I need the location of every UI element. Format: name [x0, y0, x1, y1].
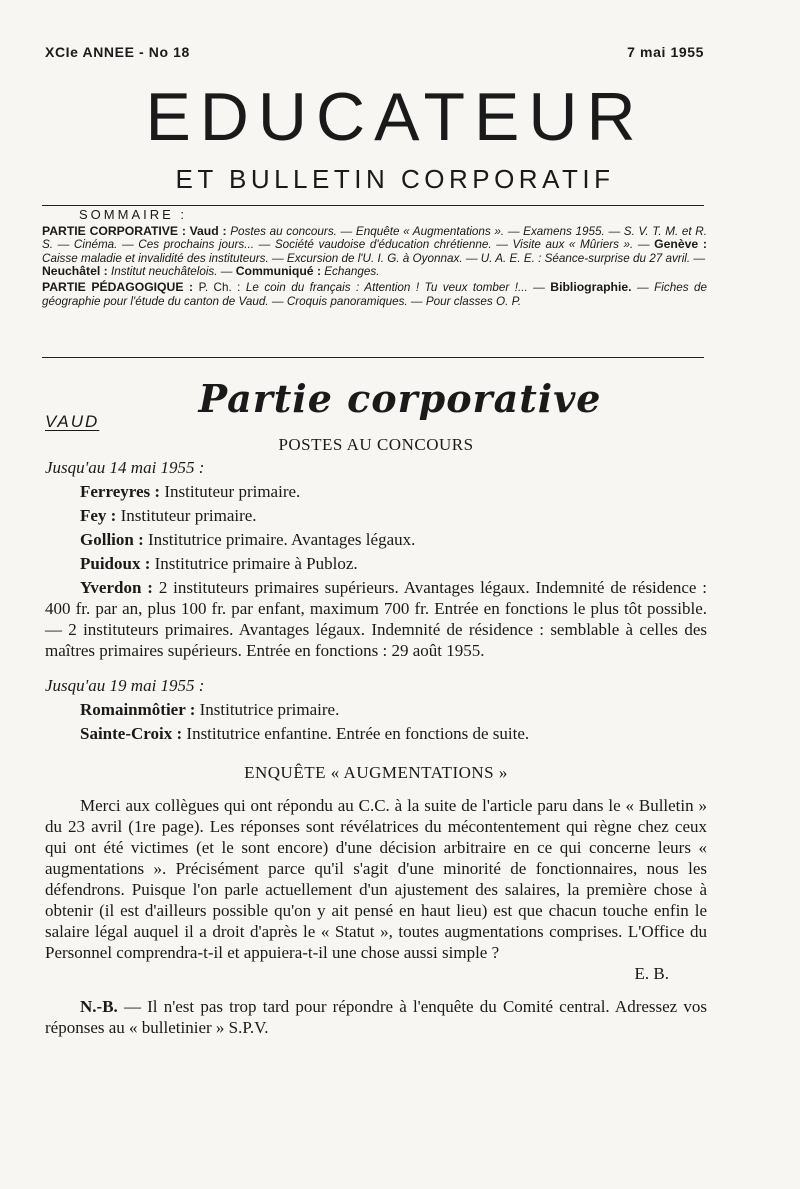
- toc-vaud-label: Vaud :: [189, 223, 227, 238]
- deadline-first: Jusqu'au 14 mai 1955 :: [45, 458, 205, 477]
- toc-geneve-text: Caisse maladie et invalidité des instituteurs. — Excursion de l'U. I. G. à Oyonnax. — U. A. E. E. : Séance-surprise du 27 avril. —: [42, 251, 706, 265]
- postes-heading: POSTES AU CONCOURS: [278, 435, 474, 454]
- toc-heading: SOMMAIRE :: [79, 207, 188, 222]
- toc-neuchatel-text: Institut neuchâtelois. —: [110, 265, 233, 279]
- journal-title: EDUCATEUR: [145, 79, 645, 155]
- nb-paragraph: [45, 996, 707, 1038]
- bottom-divider: [42, 357, 704, 358]
- section-title: Partie corporative: [198, 376, 602, 421]
- enquete-heading: ENQUÊTE « AUGMENTATIONS »: [244, 763, 508, 782]
- toc-vaud-text: Postes au concours. — Enquête « Augmentations ». — Examens 1955. — S. V. T. M. et R. S. — Cinéma. — Ces prochains jours... — Société vaudoise d'éducation chrétienne. — Visite aux « Mûriers ». —: [42, 224, 707, 252]
- top-divider: [42, 205, 704, 206]
- toc-communique-label: Communiqué :: [235, 264, 322, 279]
- issue-date: 7 mai 1955: [627, 44, 704, 60]
- toc-corporative-label: PARTIE CORPORATIVE :: [42, 223, 186, 238]
- issue-line: [45, 44, 704, 60]
- toc-neuchatel-label: Neuchâtel :: [42, 264, 108, 279]
- list-item: Puidoux : Institutrice primaire à Publoz.: [80, 554, 358, 573]
- toc-communique-text: Echanges.: [324, 265, 380, 279]
- nb-label: N.-B.: [80, 997, 118, 1016]
- toc-biblio-text: — Fiches de géographie pour l'étude du canton de Vaud. — Croquis panoramiques. — Pour classes O. P.: [42, 280, 708, 308]
- toc-corporative-block: [42, 225, 707, 279]
- toc-pch-label: P. Ch. :: [198, 280, 241, 294]
- enquete-body: Merci aux collègues qui ont répondu au C.C. à la suite de l'article paru dans le « Bulletin » du 23 avril (1re page). Les réponses sont révélatrices du mécontentement qui règne chez ceux qui ont été victimes (et le sont encore) d'une décision arbitraire en ce qui concerne leurs « augmentations ». Précisément parce qu'il s'agit d'une minorité de fonctionnaires, nous les défendrons. Puisque l'on parle actuellement d'un ajustement des salaires, la première chose à obtenir (il est d'ailleurs possible qu'on y ait pensé en haut lieu) est que chacun touche enfin le salaire légal auquel il a droit d'après le « Statut », toutes augmentations comprises. L'Office du Personnel comprendra-t-il et appuiera-t-il une chose aussi simple ?: [45, 796, 707, 962]
- list-item: Ferreyres : Instituteur primaire.: [80, 482, 301, 501]
- toc-pch-text: Le coin du français : Attention ! Tu veux tomber !... —: [245, 280, 545, 294]
- toc-biblio-label: Bibliographie.: [550, 279, 632, 294]
- signature: E. B.: [634, 964, 669, 983]
- issue-number: XCIe ANNEE - No 18: [45, 44, 190, 60]
- masthead: [0, 79, 800, 195]
- main-content: [45, 434, 707, 1038]
- nb-text: — Il n'est pas trop tard pour répondre à l'enquête du Comité central. Adressez vos réponses au « bulletinier » S.P.V.: [45, 997, 708, 1037]
- list-item-yverdon: Yverdon : 2 instituteurs primaires supérieurs. Avantages légaux. Indemnité de résidence : 400 fr. par an, plus 100 fr. par enfant, maximum 700 fr. Entrée en fonctions le plus tôt possible. — 2 instituteurs primaires. Avantages légaux. Indemnité de résidence : semblable à celles des maîtres primaires supérieurs. Entrée en fonctions : 29 août 1955.: [45, 578, 708, 660]
- list-item: Gollion : Institutrice primaire. Avantages légaux.: [80, 530, 416, 549]
- list-item: Romainmôtier : Institutrice primaire.: [80, 700, 340, 719]
- deadline-second: Jusqu'au 19 mai 1955 :: [45, 676, 205, 695]
- list-item: Sainte-Croix : Institutrice enfantine. Entrée en fonctions de suite.: [80, 724, 530, 743]
- table-of-contents: [42, 208, 707, 310]
- toc-geneve-label: Genève :: [654, 237, 707, 252]
- region-label: VAUD: [45, 412, 100, 431]
- toc-pedagogique-block: [42, 281, 707, 308]
- journal-subtitle: ET BULLETIN CORPORATIF: [175, 164, 615, 194]
- toc-pedagogique-label: PARTIE PÉDAGOGIQUE :: [42, 279, 194, 294]
- list-item: Fey : Instituteur primaire.: [80, 506, 257, 525]
